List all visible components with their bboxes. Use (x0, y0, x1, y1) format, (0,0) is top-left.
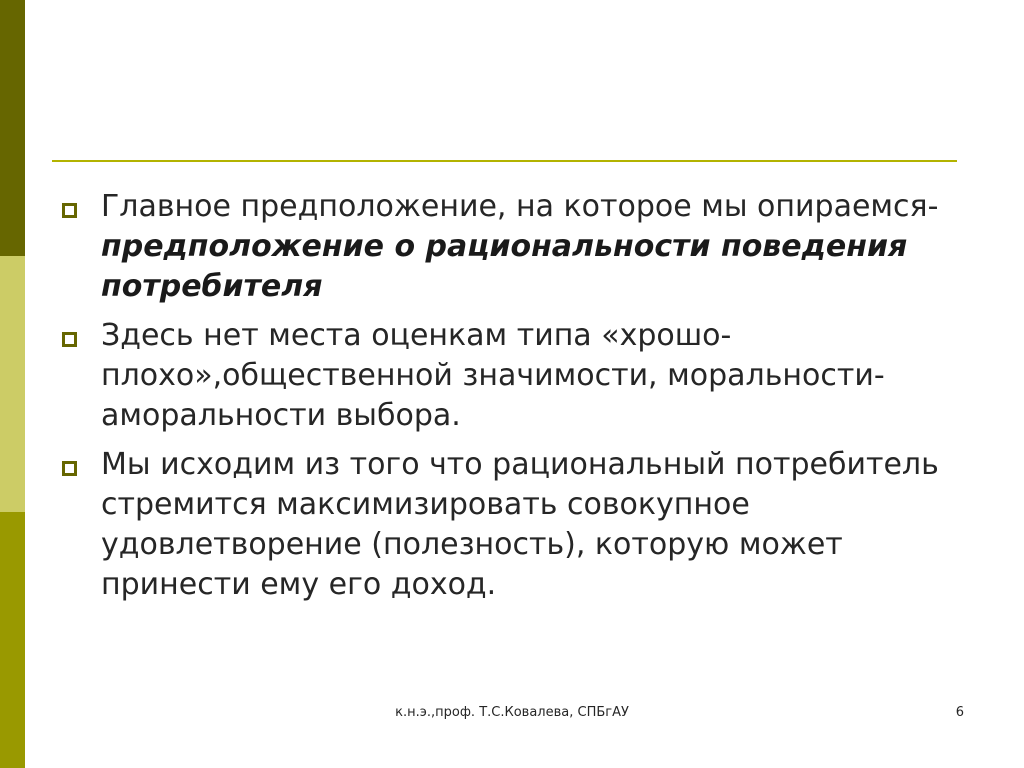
side-band-mid (0, 512, 25, 768)
bullet-text: Мы исходим из того что рациональный потребитель стремится максимизировать совокупное удовлетворение (полезность), которую может принести ему его доход. (101, 447, 939, 602)
hollow-square-icon (62, 203, 77, 218)
bullet-item-main-assumption (62, 187, 942, 307)
hollow-square-icon (62, 332, 77, 347)
bullet-text: Главное предположение, на которое мы опираемся- (101, 189, 939, 224)
bullet-text: Здесь нет места оценкам типа «хрошо-плохо»,общественной значимости, моральности-аморальности выбора. (101, 318, 885, 433)
bullet-list (62, 187, 942, 614)
side-band-dark (0, 0, 25, 256)
side-band-light (0, 256, 25, 512)
title-rule (52, 160, 957, 162)
bullet-emphasis: предположение о рациональности поведения потребителя (101, 229, 908, 304)
footer-author: к.н.э.,проф. Т.С.Ковалева, СПБгАУ (395, 705, 629, 720)
hollow-square-icon (62, 461, 77, 476)
page-number: 6 (955, 705, 964, 720)
bullet-item-utility-maximization (62, 445, 942, 605)
bullet-item-no-judgement (62, 316, 942, 436)
